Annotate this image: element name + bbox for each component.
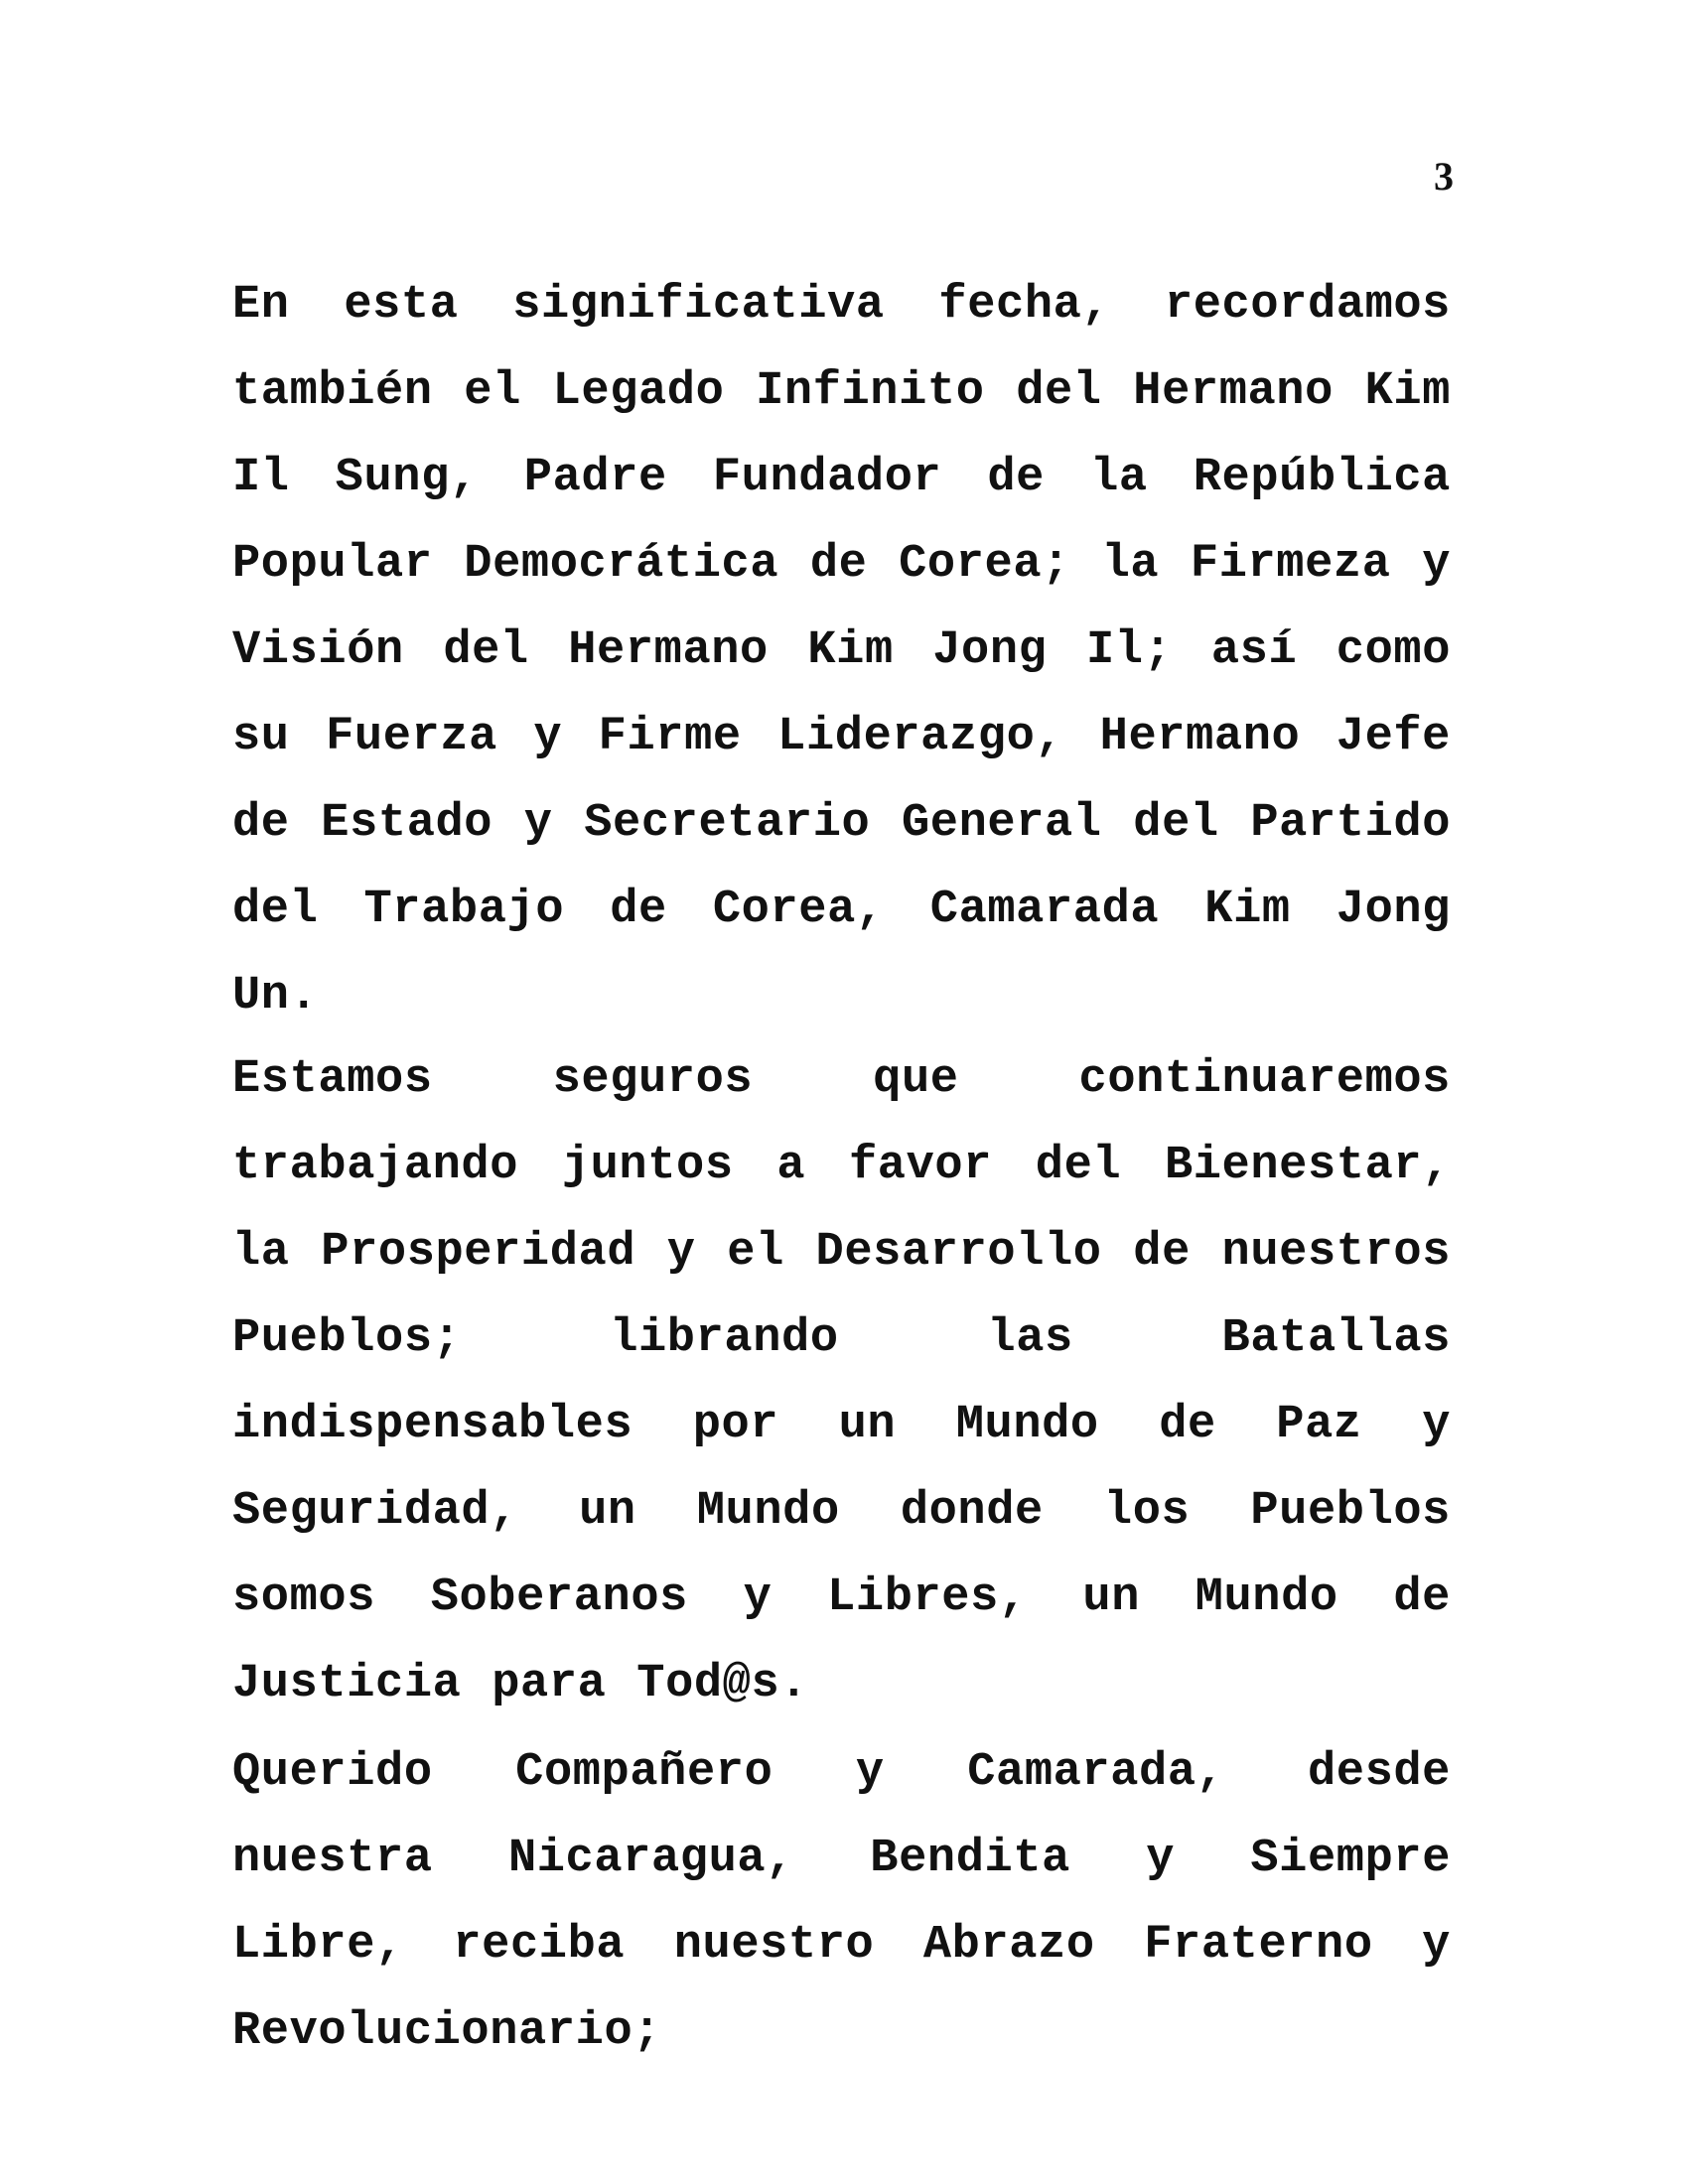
paragraph-cooperation: Estamos seguros que continuaremos trabajando juntos a favor del Bienestar, la Prosperidad y el Desarrollo de nuestros Pueblos; librando las Batallas indispensables por un Mundo de Paz y Seguridad, un Mundo donde los Pueblos somos Soberanos y Libres, un Mundo de Justicia para Tod@s. [232,1053,1451,1710]
page-number: 3 [1434,154,1454,199]
paragraph-greeting: Querido Compañero y Camarada, desde nuestra Nicaragua, Bendita y Siempre Libre, reciba nuestro Abrazo Fraterno y Revolucionario; [232,1746,1451,2058]
paragraph-legacy: En esta significativa fecha, recordamos también el Legado Infinito del Hermano Kim Il Sung, Padre Fundador de la República Popular Democrática de Corea; la Firmeza y Visión del Hermano Kim Jong Il; así como su Fuerza y Firme Liderazgo, Hermano Jefe de Estado y Secretario General del Partido del Trabajo de Corea, Camarada Kim Jong Un. [232,279,1451,1023]
